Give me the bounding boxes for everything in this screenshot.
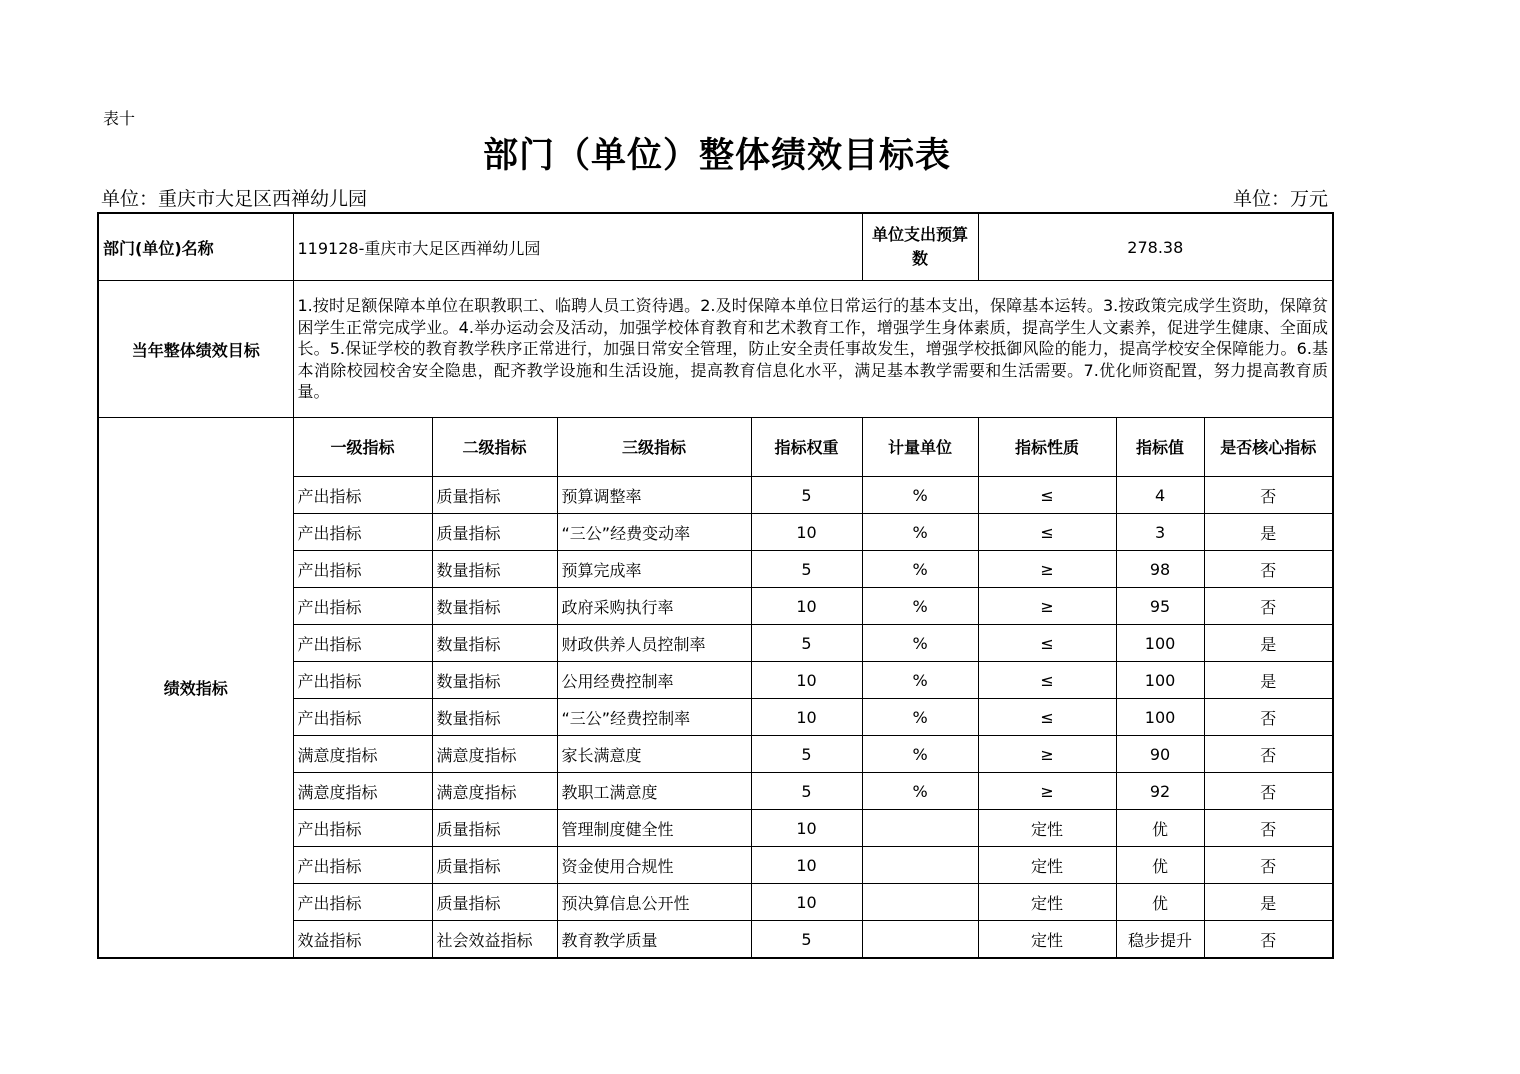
cell-level2: 质量指标 — [432, 477, 557, 514]
indicator-header-row — [98, 418, 1333, 477]
cell-weight: 10 — [751, 810, 862, 847]
cell-nature: ≥ — [978, 588, 1116, 625]
cell-core: 否 — [1204, 921, 1333, 959]
cell-unit: % — [862, 736, 978, 773]
cell-value: 98 — [1116, 551, 1204, 588]
cell-nature: 定性 — [978, 921, 1116, 959]
cell-weight: 5 — [751, 625, 862, 662]
header-weight: 指标权重 — [751, 418, 862, 477]
cell-level1: 产出指标 — [293, 847, 432, 884]
unit-organization: 单位：重庆市大足区西禅幼儿园 — [101, 188, 368, 210]
cell-value: 92 — [1116, 773, 1204, 810]
cell-weight: 10 — [751, 884, 862, 921]
cell-weight: 5 — [751, 551, 862, 588]
cell-level3: 资金使用合规性 — [557, 847, 751, 884]
cell-value: 优 — [1116, 810, 1204, 847]
cell-unit: % — [862, 662, 978, 699]
indicators-label: 绩效指标 — [98, 418, 293, 959]
cell-value: 90 — [1116, 736, 1204, 773]
cell-level3: 教职工满意度 — [557, 773, 751, 810]
cell-level2: 满意度指标 — [432, 773, 557, 810]
cell-unit: % — [862, 773, 978, 810]
cell-unit: % — [862, 699, 978, 736]
cell-core: 否 — [1204, 847, 1333, 884]
dept-name-row — [98, 213, 1333, 281]
cell-weight: 10 — [751, 847, 862, 884]
cell-level2: 数量指标 — [432, 551, 557, 588]
budget-label: 单位支出预算数 — [862, 213, 978, 281]
cell-level3: “三公”经费控制率 — [557, 699, 751, 736]
cell-weight: 5 — [751, 773, 862, 810]
cell-nature: ≥ — [978, 551, 1116, 588]
header-nature: 指标性质 — [978, 418, 1116, 477]
cell-nature: 定性 — [978, 847, 1116, 884]
cell-core: 否 — [1204, 551, 1333, 588]
goal-label: 当年整体绩效目标 — [98, 281, 293, 418]
cell-value: 优 — [1116, 884, 1204, 921]
cell-nature: ≤ — [978, 662, 1116, 699]
page-title: 部门（单位）整体绩效目标表 — [482, 136, 951, 176]
cell-core: 是 — [1204, 514, 1333, 551]
header-unit: 计量单位 — [862, 418, 978, 477]
cell-unit — [862, 847, 978, 884]
cell-level2: 质量指标 — [432, 514, 557, 551]
cell-level1: 产出指标 — [293, 884, 432, 921]
cell-level3: 政府采购执行率 — [557, 588, 751, 625]
cell-weight: 5 — [751, 477, 862, 514]
cell-level1: 效益指标 — [293, 921, 432, 959]
cell-level3: 管理制度健全性 — [557, 810, 751, 847]
cell-core: 否 — [1204, 477, 1333, 514]
cell-level3: 预决算信息公开性 — [557, 884, 751, 921]
cell-nature: ≥ — [978, 773, 1116, 810]
cell-level1: 产出指标 — [293, 625, 432, 662]
cell-core: 否 — [1204, 588, 1333, 625]
cell-value: 稳步提升 — [1116, 921, 1204, 959]
header-value: 指标值 — [1116, 418, 1204, 477]
cell-level2: 数量指标 — [432, 699, 557, 736]
cell-core: 是 — [1204, 662, 1333, 699]
cell-level3: 预算完成率 — [557, 551, 751, 588]
cell-level2: 质量指标 — [432, 810, 557, 847]
cell-level2: 社会效益指标 — [432, 921, 557, 959]
cell-nature: ≥ — [978, 736, 1116, 773]
cell-core: 否 — [1204, 773, 1333, 810]
cell-level3: 公用经费控制率 — [557, 662, 751, 699]
dept-name-value: 119128-重庆市大足区西禅幼儿园 — [293, 213, 862, 281]
cell-core: 是 — [1204, 625, 1333, 662]
cell-value: 4 — [1116, 477, 1204, 514]
cell-nature: 定性 — [978, 884, 1116, 921]
cell-level3: 家长满意度 — [557, 736, 751, 773]
cell-level1: 产出指标 — [293, 551, 432, 588]
cell-core: 否 — [1204, 810, 1333, 847]
cell-unit: % — [862, 588, 978, 625]
cell-level2: 质量指标 — [432, 847, 557, 884]
dept-name-label: 部门(单位)名称 — [98, 213, 293, 281]
cell-level3: 教育教学质量 — [557, 921, 751, 959]
cell-value: 95 — [1116, 588, 1204, 625]
cell-level1: 产出指标 — [293, 810, 432, 847]
cell-level2: 满意度指标 — [432, 736, 557, 773]
cell-level1: 产出指标 — [293, 699, 432, 736]
cell-level1: 满意度指标 — [293, 773, 432, 810]
cell-value: 100 — [1116, 699, 1204, 736]
cell-value: 3 — [1116, 514, 1204, 551]
cell-unit — [862, 810, 978, 847]
header-level2: 二级指标 — [432, 418, 557, 477]
cell-nature: ≤ — [978, 477, 1116, 514]
cell-unit: % — [862, 625, 978, 662]
cell-unit — [862, 921, 978, 959]
cell-weight: 10 — [751, 699, 862, 736]
cell-level2: 质量指标 — [432, 884, 557, 921]
cell-weight: 10 — [751, 588, 862, 625]
cell-core: 是 — [1204, 884, 1333, 921]
cell-level3: “三公”经费变动率 — [557, 514, 751, 551]
cell-level1: 产出指标 — [293, 514, 432, 551]
cell-unit: % — [862, 477, 978, 514]
cell-level2: 数量指标 — [432, 625, 557, 662]
cell-unit — [862, 884, 978, 921]
cell-core: 否 — [1204, 736, 1333, 773]
cell-nature: ≤ — [978, 625, 1116, 662]
cell-level1: 产出指标 — [293, 588, 432, 625]
cell-level2: 数量指标 — [432, 662, 557, 699]
cell-value: 100 — [1116, 625, 1204, 662]
header-level1: 一级指标 — [293, 418, 432, 477]
table-number: 表十 — [103, 109, 136, 128]
cell-level1: 满意度指标 — [293, 736, 432, 773]
cell-level3: 财政供养人员控制率 — [557, 625, 751, 662]
header-core: 是否核心指标 — [1204, 418, 1333, 477]
cell-value: 100 — [1116, 662, 1204, 699]
cell-weight: 10 — [751, 514, 862, 551]
cell-core: 否 — [1204, 699, 1333, 736]
cell-nature: 定性 — [978, 810, 1116, 847]
cell-level1: 产出指标 — [293, 662, 432, 699]
cell-nature: ≤ — [978, 699, 1116, 736]
cell-weight: 10 — [751, 662, 862, 699]
cell-level2: 数量指标 — [432, 588, 557, 625]
budget-value: 278.38 — [978, 213, 1333, 281]
goal-text: 1.按时足额保障本单位在职教职工、临聘人员工资待遇。2.及时保障本单位日常运行的基本支出，保障基本运转。3.按政策完成学生资助，保障贫困学生正常完成学业。4.举办运动会及活动，加强学校体育教育和艺术教育工作，增强学生身体素质，提高学生人文素养，促进学生健康、全面成长。5.保证学校的教育教学秩序正常进行，加强日常安全管理，防止安全责任事故发生，增强学校抵御风险的能力，提高学校安全保障能力。6.基本消除校园校舍安全隐患，配齐教学设施和生活设施，提高教育信息化水平，满足基本教学需要和生活需要。7.优化师资配置，努力提高教育质量。 — [293, 281, 1333, 418]
cell-unit: % — [862, 514, 978, 551]
header-level3: 三级指标 — [557, 418, 751, 477]
cell-level3: 预算调整率 — [557, 477, 751, 514]
goal-row — [98, 281, 1333, 418]
cell-unit: % — [862, 551, 978, 588]
cell-nature: ≤ — [978, 514, 1116, 551]
cell-weight: 5 — [751, 736, 862, 773]
cell-weight: 5 — [751, 921, 862, 959]
cell-level1: 产出指标 — [293, 477, 432, 514]
performance-target-table — [97, 212, 1334, 959]
unit-currency: 单位：万元 — [1232, 188, 1328, 210]
cell-value: 优 — [1116, 847, 1204, 884]
